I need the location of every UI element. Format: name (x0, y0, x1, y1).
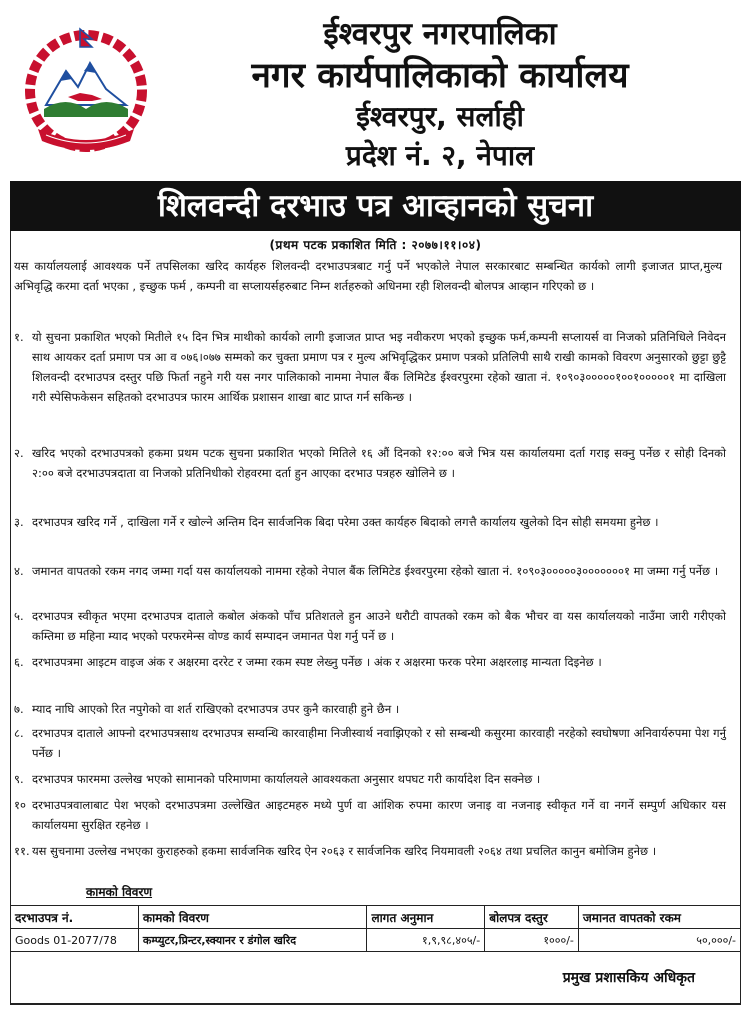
condition-text: म्याद नाघि आएको रित नपुगेको वा शर्त राखिएको दरभाउपत्र उपर कुनै कारवाही हुने छैन । (32, 702, 400, 716)
notice-title-banner: शिलवन्दी दरभाउ पत्र आव्हानको सुचना (10, 181, 741, 231)
condition-text: यस सुचनामा उल्लेख नभएका कुराहरुको हकमा सार्वजनिक खरिद ऐन २०६३ र सार्वजनिक खरिद नियमावली २०६४ तथा प्रचलित कानुन बमोजिम हुनेछ । (32, 844, 657, 858)
condition-number: ८. (14, 726, 24, 740)
bid-fee-cell: १०००/- (485, 929, 579, 952)
condition-number: २. (14, 446, 24, 460)
condition-text: दरभाउपत्रवालाबाट पेश भएको दरभाउपत्रमा उल्लेखित आइटमहरु मध्ये पुर्ण वा आंशिक रुपमा कारण जनाइ वा नजनाइ स्वीकृत गर्ने वा नगर्ने सम्पुर्ण अधिकार यस कार्यालयमा सुरक्षित रहनेछ । (32, 798, 726, 832)
condition-number: १० (14, 798, 26, 812)
condition-item (14, 723, 726, 763)
condition-number: ९. (14, 772, 24, 786)
column-header: जमानत वापतको रकम (578, 906, 740, 929)
condition-item (14, 606, 726, 646)
condition-item (14, 795, 726, 835)
column-header: बोलपत्र दस्तुर (485, 906, 579, 929)
bid-number-cell: Goods 01-2077/78 (11, 929, 139, 952)
municipality-name: ईश्वरपुर नगरपालिका (323, 16, 557, 52)
table-header-row (11, 906, 741, 929)
notice-intro: यस कार्यालयलाई आवश्यक पर्ने तपसिलका खरिद कार्यहरु शिलवन्दी दरभाउपत्रबाट गर्नु पर्ने भएकोले नेपाल सरकारबाट सम्बन्धित कार्यको लागी इजाजत प्राप्त,मुल्य अभिवृद्धि करमा दर्ता भएका , इच्छुक फर्म , कम्पनी वा सप्लायर्सहरुबाट निम्न शर्तहरुको अधिनमा रही शिलवन्दी बोलपत्र आव्हान गरिएको छ । (14, 259, 722, 293)
condition-number: ४. (14, 564, 24, 578)
province-line: प्रदेश नं. २, नेपाल (345, 139, 535, 172)
security-amount-cell: ५०,०००/- (578, 929, 740, 952)
condition-text: खरिद भएको दरभाउपत्रको हकमा प्रथम पटक सुचना प्रकाशित भएको मितिले १६ औं दिनको १२:०० बजे भित्र यस कार्यालयमा दर्ता गराइ सक्नु पर्नेछ र सोही दिनको २:०० बजे दरभाउपत्रदाता वा निजको प्रतिनिधीको रोहवरमा दर्ता हुन आएका दरभाउ पत्रहरु खोलिने छ । (32, 446, 726, 480)
condition-text: दरभाउपत्र फारममा उल्लेख भएको सामानको परिमाणमा कार्यालयले आवश्यकता अनुसार थपघट गरी कार्यादेश दिन सक्नेछ । (32, 772, 541, 786)
condition-item (14, 841, 726, 861)
nepal-emblem-icon (22, 25, 150, 155)
condition-item (14, 652, 726, 672)
work-details-label: कामको विवरण (86, 885, 153, 899)
condition-item (14, 769, 726, 789)
column-header: कामको विवरण (138, 906, 367, 929)
condition-item (14, 443, 726, 483)
cost-estimate-cell: १,९,९८,४०५/- (367, 929, 485, 952)
office-heading (150, 14, 730, 176)
column-header: लागत अनुमान (367, 906, 485, 929)
condition-item (14, 699, 726, 719)
publication-date: (प्रथम पटक प्रकाशित मिति : २०७७।११।०४) (269, 238, 482, 252)
condition-item (14, 327, 726, 407)
condition-text: यो सुचना प्रकाशित भएको मितीले १५ दिन भित्र माथीको कार्यको लागी इजाजत प्राप्त भइ नवीकरण भएको इच्छुक फर्म,कम्पनी सप्लायर्स वा निजको प्रतिनिधिले निवेदन साथ आयकर दर्ता प्रमाण पत्र आ व ०७६।०७७ सम्मको कर चुक्ता प्रमाण पत्र र मुल्य अभिवृद्धिकर प्रमाण पत्रको प्रतिलिपी साथै राखी कामको विवरण अनुसारको छुट्टा छुट्टै शिलवन्दी दरभाउपत्र दस्तुर पछि फिर्ता नहुने गरी यस नगर पालिकाको नाममा नेपाल बैंक लिमिटेड ईश्वरपुरमा रहेको खाता नं. १०९०३०००००१००१०००००१ मा दाखिला गरी स्पेसिफकेसन सहितको दरभाउपत्र फारम आर्थिक प्रशासन शाखा बाट प्राप्त गर्न सकिन्छ । (32, 330, 726, 404)
condition-number: ७. (14, 702, 24, 716)
condition-text: दरभाउपत्र खरिद गर्ने , दाखिला गर्ने र खोल्ने अन्तिम दिन सार्वजनिक बिदा परेमा उक्त कार्यहरु बिदाको लगत्तै कार्यालय खुलेको दिन सोही समयमा हुनेछ । (32, 515, 659, 529)
condition-text: जमानत वापतको रकम नगद जम्मा गर्दा यस कार्यालयको नाममा रहेको नेपाल बैंक लिमिटेड ईश्वरपुरमा रहेको खाता नं. १०९०३०००००३०००००००१ मा जम्मा गर्नु पर्नेछ । (32, 564, 719, 578)
condition-text: दरभाउपत्र दाताले आफ्नो दरभाउपत्रसाथ दरभाउपत्र सम्वन्धि कारवाहीमा निजीस्वार्थ नवाझिएको र सो सम्बन्धी कसुरमा कारवाही नरहेको स्वघोषणा अनिवार्यरुपमा पेश गर्नु पर्नेछ । (32, 726, 726, 760)
work-description-cell: कम्प्युटर,प्रिन्टर,स्क्यानर र डंगोल खरिद (138, 929, 367, 952)
bottom-divider (10, 1003, 741, 1004)
column-header: दरभाउपत्र नं. (11, 906, 139, 929)
office-address: ईश्वरपुर, सर्लाही (356, 100, 524, 133)
bid-table (10, 905, 741, 952)
condition-number: ११. (14, 844, 30, 858)
signatory-title: प्रमुख प्रशासकिय अधिकृत (562, 970, 695, 986)
condition-text: दरभाउपत्र स्वीकृत भएमा दरभाउपत्र दाताले कबोल अंकको पाँच प्रतिशतले हुन आउने धरौटी वापतको रकम को बैक भौचर वा यस कार्यालयको नाउँमा जारी गरीएको कम्तिमा छ महिना म्याद भएको परफरमेन्स वोण्ड कार्य सम्पादन जमानत पेश गर्नु पर्ने छ । (32, 609, 726, 643)
condition-number: १. (14, 330, 24, 344)
office-name: नगर कार्यपालिकाको कार्यालय (251, 56, 629, 96)
condition-number: ६. (14, 655, 24, 669)
condition-number: ३. (14, 515, 24, 529)
condition-item (14, 512, 726, 532)
condition-item (14, 561, 726, 581)
condition-number: ५. (14, 609, 24, 623)
table-row (11, 929, 741, 952)
condition-text: दरभाउपत्रमा आइटम वाइज अंक र अक्षरमा दररेट र जम्मा रकम स्पष्ट लेख्नु पर्नेछ । अंक र अक्षरमा फरक परेमा अक्षरलाइ मान्यता दिइनेछ । (32, 655, 602, 669)
